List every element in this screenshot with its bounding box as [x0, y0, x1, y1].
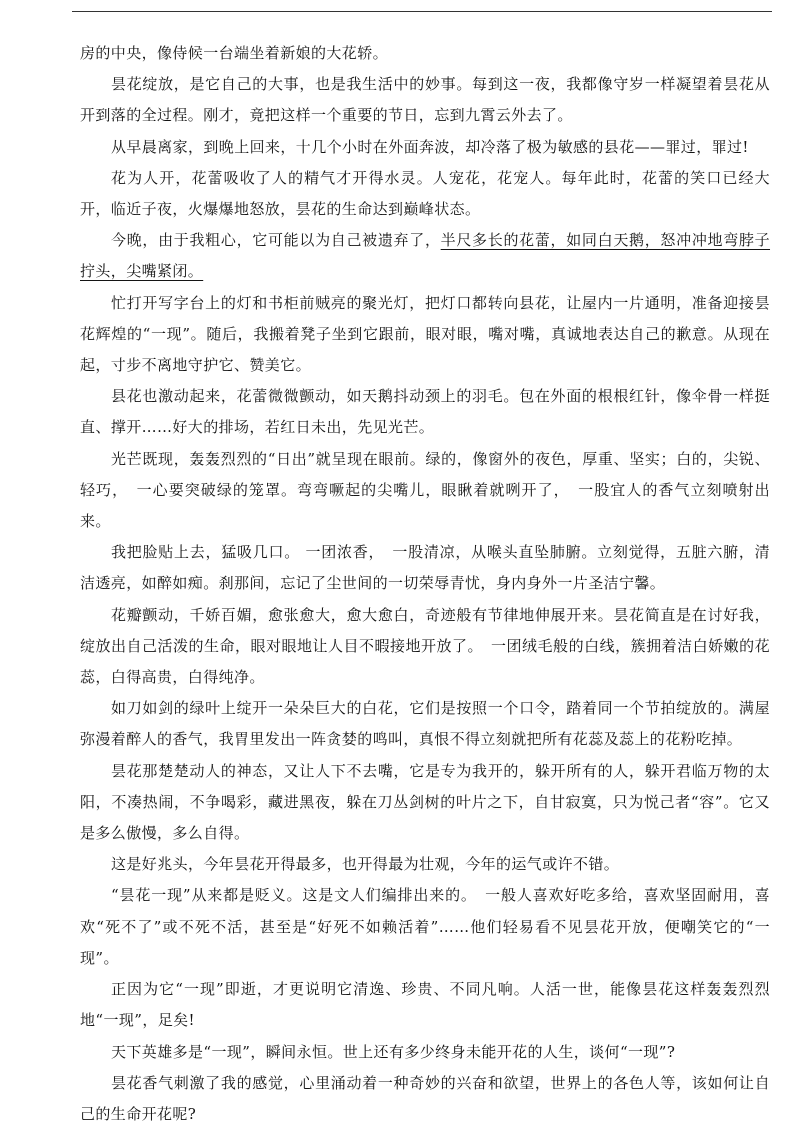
paragraph-text: 忙打开写字台上的灯和书柜前贼亮的聚光灯，把灯口都转向县花，让屋内一片通明，准备迎接昙花辉煌的“一现”。随后，我搬着凳子坐到它跟前，眼对眼，嘴对嘴，真诚地表达自己的歉意。从现在起，寸步不离地守护它、赞美它。 [80, 293, 770, 375]
paragraph-text: 从早晨离家，到晚上回来，十几个小时在外面奔波，却冷落了极为敏感的县花——罪过，罪过! [111, 137, 749, 156]
paragraph-text: 今晚，由于我粗心，它可能以为自己被遗弃了， [111, 231, 441, 250]
paragraph [80, 132, 770, 163]
paragraph-text: 这是好兆头，今年昙花开得最多，也开得最为壮观，今年的运气或许不错。 [111, 855, 620, 874]
paragraph-text: 如刀如剑的绿叶上绽开一朵朵巨大的白花，它们是按照一个口令，踏着同一个节拍绽放的。满屋弥漫着醉人的香气，我胃里发出一阵贪婪的鸣叫，真恨不得立刻就把所有花蕊及蕊上的花粉吃掉。 [80, 699, 770, 749]
paragraph [80, 693, 770, 755]
paragraph [80, 537, 770, 599]
paragraph [80, 225, 770, 287]
paragraph-text: 县花也激动起来，花蕾微微颤动，如天鹅抖动颈上的羽毛。包在外面的根根红针，像伞骨一样挺直、撑开……好大的排场，若红日未出，先见光芒。 [80, 387, 770, 437]
paragraph [80, 288, 770, 382]
paragraph-text: 花瓣颤动，千娇百媚，愈张愈大，愈大愈白，奇迹般有节律地伸展开来。昙花简直是在讨好我，绽放出自己活泼的生命，眼对眼地让人目不暇接地开放了。 一团绒毛般的白线，簇拥着洁白娇嫩的花蕊，白得高贵，白得纯净。 [80, 605, 770, 687]
paragraph-text: 光芒既现，轰轰烈烈的“日出”就呈现在眼前。绿的，像窗外的夜色，厚重、坚实；白的，尖锐、轻巧， 一心要突破绿的笼罩。弯弯噘起的尖嘴儿，眼瞅着就咧开了， 一股宜人的香气立刻喷射出来。 [80, 449, 770, 531]
paragraph-text: “昙花一现”从来都是贬义。这是文人们编排出来的。 一般人喜欢好吃多给，喜欢坚固耐用，喜欢“死不了”或不死不活，甚至是“好死不如赖活着”……他们轻易看不见昙花开放，便嘲笑它的“一现”。 [80, 886, 770, 967]
header-rule [72, 11, 772, 12]
underlined-sentence: 半尺多长的花蕾，如同白天鹅，怒冲冲地弯脖子拧头，尖嘴紧闭。 [80, 231, 771, 281]
paragraph [80, 69, 770, 131]
paragraph [80, 756, 770, 850]
paragraph [80, 444, 770, 538]
paragraph-text: 正因为它“一现”即逝，才更说明它清逸、珍贵、不同凡响。人活一世，能像昙花这样轰轰烈烈地“一现”，足矣! [80, 980, 770, 1030]
article-body [80, 38, 770, 1130]
paragraph-text: 昙花绽放，是它自己的大事，也是我生活中的妙事。每到这一夜，我都像守岁一样凝望着昙花从开到落的全过程。刚才，竟把这样一个重要的节日，忘到九霄云外去了。 [80, 75, 770, 125]
paragraph [80, 38, 770, 69]
paragraph-text: 昙花那楚楚动人的神态，又让人下不去嘴，它是专为我开的，躲开所有的人，躲开君临万物的太阳，不凑热闹，不争喝彩，藏进黑夜，躲在刀丛剑树的叶片之下，自甘寂寞，只为悦己者“容”。它又是多么傲慢，多么自得。 [80, 761, 770, 843]
paragraph [80, 381, 770, 443]
paragraph [80, 974, 770, 1036]
paragraph [80, 1068, 770, 1130]
paragraph [80, 849, 770, 880]
paragraph-text: 昙花香气刺激了我的感觉，心里涌动着一种奇妙的兴奋和欲望，世界上的各色人等，该如何让自己的生命开花呢? [80, 1073, 770, 1123]
paragraph-text: 天下英雄多是“一现”，瞬间永恒。世上还有多少终身未能开花的人生，谈何“一现”? [111, 1042, 676, 1061]
paragraph-text: 我把脸贴上去，猛吸几口。 一团浓香， 一股清凉，从喉头直坠肺腑。立刻觉得，五脏六腑，清洁透亮，如醉如痴。刹那间，忘记了尘世间的一切荣辱青忧，身内身外一片圣洁宁馨。 [80, 543, 770, 593]
paragraph-text: 房的中央，像侍候一台端坐着新娘的大花轿。 [80, 44, 389, 62]
paragraph [80, 880, 770, 974]
paragraph [80, 163, 770, 225]
paragraph [80, 600, 770, 694]
paragraph-text: 花为人开，花蕾吸收了人的精气才开得水灵。人宠花，花宠人。每年此时，花蕾的笑口已经大开，临近子夜，火爆爆地怒放，昙花的生命达到巅峰状态。 [80, 168, 770, 219]
paragraph [80, 1037, 770, 1068]
